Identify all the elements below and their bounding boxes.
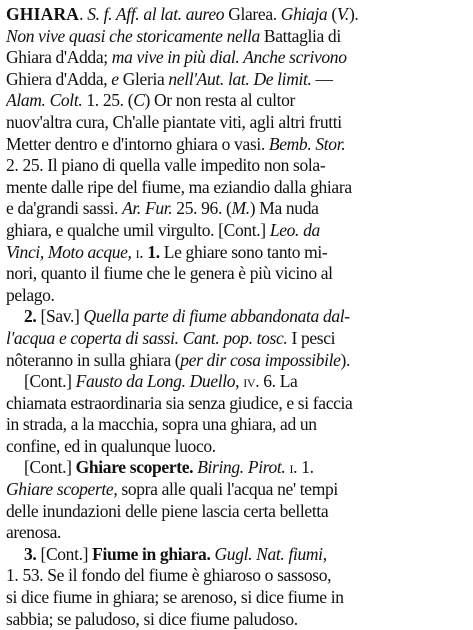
- text-run: Non vive quasi che storicamente nella: [6, 25, 260, 46]
- text-line: [6, 479, 463, 501]
- text-run: ) Ma nuda: [249, 198, 319, 219]
- text-run: 1. 25. (: [82, 90, 134, 111]
- text-line: [6, 4, 463, 26]
- text-run: al lat. aureo: [143, 4, 225, 24]
- text-run: Gugl. Nat. fiumi: [214, 543, 323, 564]
- text-run: ).: [340, 349, 351, 370]
- text-run: Ghiara d'Adda;: [6, 47, 112, 68]
- text-run: ghiara, e qualche umil virgulto. [Cont.]: [6, 219, 270, 240]
- text-line: [6, 242, 463, 264]
- text-line: [6, 565, 463, 587]
- text-run: Gleria: [118, 68, 169, 89]
- text-run: ,: [322, 543, 327, 564]
- text-run: Ghiera d'Adda,: [6, 68, 112, 89]
- text-run: M.: [231, 198, 250, 219]
- text-line: [6, 90, 463, 112]
- text-run: C: [133, 90, 145, 111]
- text-run: Glarea.: [224, 4, 281, 24]
- text-run: S. f. Aff.: [87, 4, 140, 24]
- text-run: i: [135, 241, 140, 262]
- text-run: pelago.: [6, 284, 55, 305]
- text-line: [6, 263, 463, 285]
- text-run: arenosa.: [6, 522, 62, 543]
- text-run: ma vive in più dial. Anche scrivono: [111, 47, 347, 68]
- text-run: Vinci, Moto acque,: [6, 241, 132, 262]
- text-run: ) Or non resta al cultor: [144, 90, 296, 111]
- text-run: 1. 53. Se il fondo del fiume è ghiaroso o sassoso,: [6, 565, 332, 586]
- text-run: per dir cosa impossibile: [180, 349, 341, 370]
- text-line: [6, 134, 463, 156]
- text-run: mente dalle ripe del fiume, ma eziandio dalla ghiara: [6, 176, 352, 197]
- text-run: Battaglia di: [259, 25, 341, 46]
- text-line: [6, 436, 463, 458]
- text-run: Fausto da Long. Duello,: [75, 371, 240, 392]
- text-run: sabbia; se paludoso, si dice fiume paludoso.: [6, 608, 298, 629]
- text-run: 25. 96. (: [172, 198, 232, 219]
- text-line: [6, 26, 463, 48]
- text-run: Metter dentro e d'intorno ghiara o vasi.: [6, 133, 269, 154]
- text-line: [6, 198, 463, 220]
- text-run: [Sav.]: [36, 306, 84, 327]
- text-line: [6, 112, 463, 134]
- text-run: 2.: [24, 306, 37, 327]
- text-run: e da'grandi sassi.: [6, 198, 123, 219]
- text-run: chiamata estraordinaria sia senza giudice, e si faccia: [6, 392, 353, 413]
- text-line: [6, 350, 463, 372]
- text-line: [6, 501, 463, 523]
- text-run: 3.: [24, 543, 37, 564]
- text-run: 2. 25. Il piano di quella valle impedito non sola-: [6, 155, 326, 176]
- text-run: Ghiaja: [280, 4, 328, 24]
- text-line: [6, 522, 463, 544]
- text-run: e: [111, 68, 119, 89]
- text-run: ).: [348, 4, 359, 24]
- text-run: . 6. La: [255, 371, 298, 392]
- text-run: in strada, a la macchia, sopra una ghiara, ad un: [6, 414, 317, 435]
- text-line: [6, 47, 463, 69]
- text-run: confine, ed in qualunque luoco.: [6, 435, 216, 456]
- text-run: De limit.: [253, 68, 312, 89]
- text-run: sopra alle quali l'acqua ne' tempi: [117, 479, 338, 500]
- text-run: V.: [336, 4, 349, 24]
- text-run: [Cont.]: [24, 457, 76, 478]
- text-line: [6, 306, 463, 328]
- text-line: [6, 285, 463, 307]
- text-run: . 1.: [293, 457, 314, 478]
- text-line: [6, 328, 463, 350]
- text-line: [6, 393, 463, 415]
- text-run: .: [139, 241, 148, 262]
- text-run: (: [327, 4, 337, 24]
- text-line: [6, 414, 463, 436]
- text-run: delle inundazioni delle piene lascia certa belletta: [6, 500, 329, 521]
- text-run: i: [289, 457, 294, 478]
- text-run: 1.: [147, 241, 160, 262]
- entry-text: [6, 4, 463, 630]
- text-line: [6, 69, 463, 91]
- text-run: Ar. Fur.: [122, 198, 173, 219]
- text-run: —: [311, 68, 333, 89]
- text-run: Ghiare scoperte.: [75, 457, 194, 478]
- text-run: Fiume in ghiara.: [92, 543, 211, 564]
- text-run: si dice fiume in ghiara; se arenoso, si dice fiume in: [6, 587, 344, 608]
- text-run: nori, quanto il fiume che le genera è più vicino al: [6, 263, 333, 284]
- text-run: nuov'altra cura, Ch'alle piantate viti, agli altri frutti: [6, 111, 342, 132]
- text-line: [6, 587, 463, 609]
- text-run: Leo. da: [269, 219, 320, 240]
- text-line: [6, 220, 463, 242]
- text-run: Ghiare scoperte,: [6, 479, 118, 500]
- text-run: [Cont.]: [36, 543, 93, 564]
- text-line: [6, 177, 463, 199]
- text-run: Quella parte di fiume abbandonata dal-: [83, 306, 350, 327]
- text-run: Le ghiare sono tanto mi-: [159, 241, 328, 262]
- text-line: [6, 544, 463, 566]
- text-run: GHIARA: [6, 4, 80, 24]
- text-run: iv: [243, 371, 256, 392]
- text-run: [Cont.]: [24, 371, 76, 392]
- text-line: [6, 371, 463, 393]
- text-run: I pesci: [287, 327, 336, 348]
- text-line: [6, 457, 463, 479]
- text-run: .: [79, 4, 88, 24]
- text-line: [6, 155, 463, 177]
- text-run: Bemb. Stor.: [268, 133, 346, 154]
- text-line: [6, 609, 463, 630]
- text-run: Alam. Colt.: [6, 90, 83, 111]
- text-run: l'acqua e coperta di sassi. Cant. pop. tosc.: [6, 327, 288, 348]
- text-run: Biring. Pirot.: [197, 457, 286, 478]
- text-run: nell'Aut. lat.: [168, 68, 250, 89]
- text-run: nôteranno in sulla ghiara (: [6, 349, 181, 370]
